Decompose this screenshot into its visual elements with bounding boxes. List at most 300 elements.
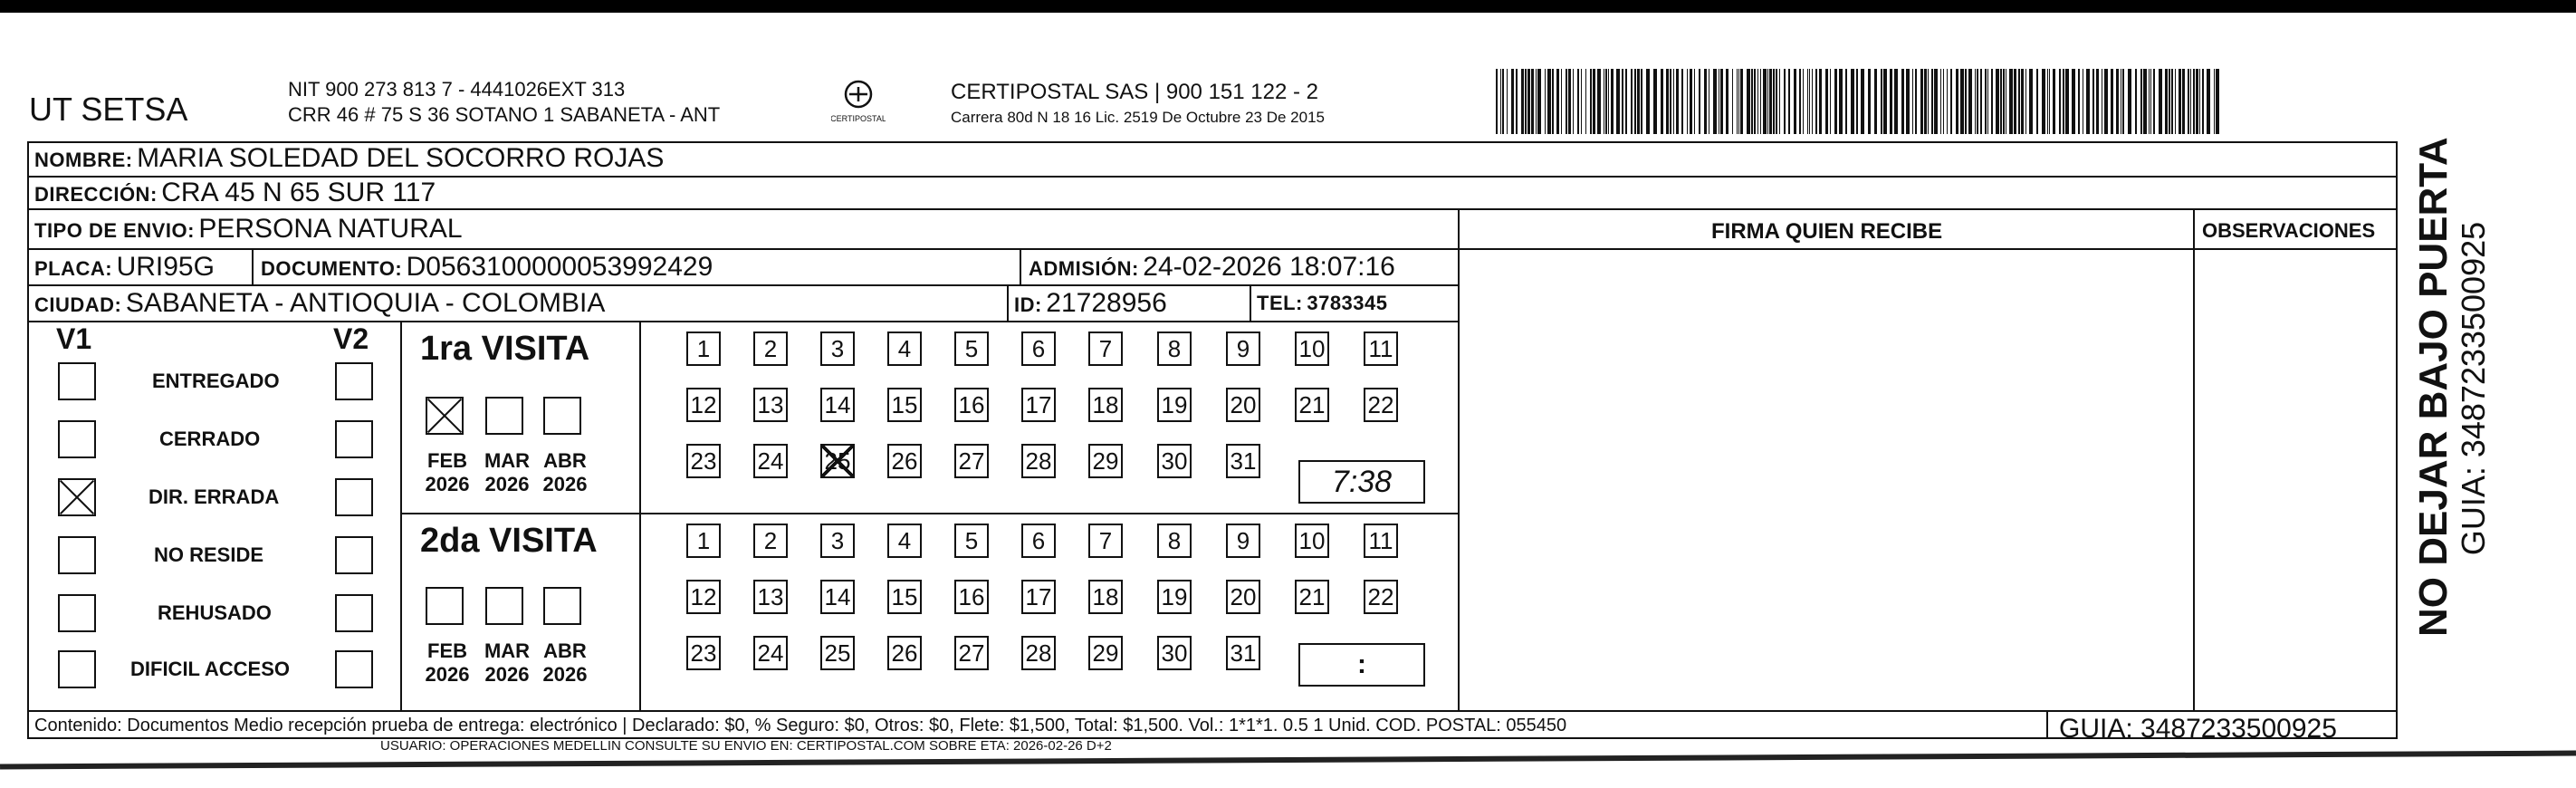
barcode-bar	[1825, 69, 1828, 134]
day-box[interactable]: 6	[1021, 524, 1056, 558]
barcode-bar	[1769, 69, 1772, 134]
month-year: 2026	[542, 663, 588, 686]
barcode-bar	[1956, 69, 1958, 134]
v1-checkbox[interactable]	[58, 536, 96, 574]
col-line	[1007, 284, 1009, 321]
barcode-bar	[1552, 69, 1554, 134]
day-box[interactable]: 25	[820, 636, 855, 670]
barcode-bar	[2150, 69, 2151, 134]
v1-checkbox[interactable]	[58, 362, 96, 400]
v1-checkbox[interactable]	[58, 594, 96, 632]
barcode-bar	[2143, 69, 2147, 134]
v2-checkbox[interactable]	[335, 594, 373, 632]
row-line	[27, 710, 2398, 712]
barcode-bar	[2165, 69, 2168, 134]
barcode-bar	[1690, 69, 1692, 134]
month-label	[480, 639, 534, 687]
day-box[interactable]: 31	[1226, 444, 1260, 478]
barcode-bar	[1996, 69, 1999, 134]
day-box[interactable]: 19	[1157, 388, 1192, 422]
barcode-bar	[1545, 69, 1546, 134]
second-visit-time[interactable]: :	[1298, 643, 1425, 687]
day-box[interactable]: 5	[954, 332, 989, 366]
ciudad-label: CIUDAD:	[34, 293, 122, 316]
month-label	[420, 449, 474, 496]
barcode-bar	[2000, 69, 2002, 134]
month-checkbox[interactable]	[426, 397, 464, 435]
barcode-bar	[2214, 69, 2215, 134]
side-note	[2407, 137, 2457, 670]
barcode-bar	[2104, 69, 2108, 134]
direccion-label: DIRECCIÓN:	[34, 183, 158, 206]
day-box[interactable]: 11	[1364, 524, 1398, 558]
barcode-bar	[2140, 69, 2142, 134]
barcode-bar	[2196, 69, 2198, 134]
barcode-bar	[1611, 69, 1614, 134]
col-line	[2046, 710, 2048, 739]
barcode-bar	[2149, 69, 2150, 134]
day-box[interactable]: 25	[820, 444, 855, 478]
barcode-bar	[1845, 69, 1847, 134]
day-box[interactable]: 14	[820, 580, 855, 614]
status-label: DIR. ERRADA	[148, 485, 280, 508]
month-checkbox[interactable]	[543, 397, 581, 435]
barcode-bar	[1934, 69, 1938, 134]
day-box[interactable]: 17	[1021, 388, 1056, 422]
barcode-bar	[1531, 69, 1534, 134]
col-line	[1250, 284, 1251, 321]
day-box[interactable]: 23	[686, 444, 721, 478]
barcode-bar	[2049, 69, 2050, 134]
documento-row	[261, 252, 713, 283]
day-box[interactable]: 30	[1157, 636, 1192, 670]
barcode-bar	[1751, 69, 1753, 134]
barcode-bar	[1839, 69, 1843, 134]
barcode-bar	[1726, 69, 1729, 134]
barcode-bar	[1776, 69, 1777, 134]
ciudad-row	[34, 288, 605, 319]
barcode-bar	[2122, 69, 2124, 134]
barcode-bar	[1597, 69, 1601, 134]
day-box[interactable]: 19	[1157, 580, 1192, 614]
day-box[interactable]: 15	[887, 580, 922, 614]
col-line	[1020, 248, 1021, 284]
day-box[interactable]: 9	[1226, 524, 1260, 558]
barcode-bar	[2009, 69, 2013, 134]
barcode-bar	[2116, 69, 2119, 134]
day-box[interactable]: 7	[1088, 332, 1123, 366]
barcode-bar	[2025, 69, 2026, 134]
month-name: ABR	[543, 639, 587, 662]
tel-label: TEL:	[1257, 292, 1303, 314]
day-box[interactable]: 11	[1364, 332, 1398, 366]
month-label	[538, 449, 592, 496]
col-line	[1458, 208, 1460, 710]
barcode-bar	[1687, 69, 1688, 134]
day-box[interactable]: 27	[954, 444, 989, 478]
barcode-bar	[1809, 69, 1810, 134]
day-box[interactable]: 26	[887, 636, 922, 670]
barcode-bar	[1566, 69, 1567, 134]
barcode-bar	[1590, 69, 1592, 134]
barcode	[1496, 69, 2220, 134]
barcode-bar	[1593, 69, 1595, 134]
barcode-bar	[2216, 69, 2219, 134]
barcode-bar	[1920, 69, 1923, 134]
barcode-bar	[1605, 69, 1607, 134]
barcode-bar	[1616, 69, 1620, 134]
barcode-bar	[1653, 69, 1657, 134]
barcode-bar	[1980, 69, 1982, 134]
barcode-bar	[2111, 69, 2113, 134]
barcode-bar	[1779, 69, 1780, 134]
barcode-bar	[1754, 69, 1756, 134]
v2-checkbox[interactable]	[335, 362, 373, 400]
day-box[interactable]: 13	[753, 580, 788, 614]
day-box[interactable]: 16	[954, 388, 989, 422]
barcode-bar	[1713, 69, 1717, 134]
barcode-bar	[1931, 69, 1933, 134]
barcode-bar	[1881, 69, 1882, 134]
barcode-bar	[1732, 69, 1733, 134]
firma-label: FIRMA QUIEN RECIBE	[1711, 219, 1943, 244]
barcode-bar	[1666, 69, 1669, 134]
month-year: 2026	[484, 663, 530, 686]
barcode-bar	[1646, 69, 1650, 134]
barcode-bar	[1883, 69, 1887, 134]
barcode-bar	[1496, 69, 1498, 134]
placa-row	[34, 252, 215, 283]
admision-value: 24-02-2026 18:07:16	[1143, 252, 1395, 282]
status-label: NO RESIDE	[154, 543, 264, 566]
barcode-bar	[1585, 69, 1586, 134]
day-box[interactable]: 26	[887, 444, 922, 478]
month-name: MAR	[484, 449, 531, 472]
admision-label: ADMISIÓN:	[1029, 257, 1139, 280]
barcode-bar	[2029, 69, 2033, 134]
barcode-bar	[1894, 69, 1898, 134]
v2-checkbox[interactable]	[335, 420, 373, 458]
day-box[interactable]: 18	[1088, 388, 1123, 422]
day-box[interactable]: 12	[686, 580, 721, 614]
barcode-bar	[1525, 69, 1527, 134]
day-box[interactable]: 23	[686, 636, 721, 670]
barcode-bar	[1676, 69, 1679, 134]
day-box[interactable]: 5	[954, 524, 989, 558]
barcode-bar	[2047, 69, 2048, 134]
v1-checkbox[interactable]	[58, 420, 96, 458]
month-year: 2026	[425, 473, 470, 495]
footer-guia: GUIA: 3487233500925	[2059, 714, 2337, 744]
barcode-bar	[1568, 69, 1571, 134]
nit-line: NIT 900 273 813 7 - 4441026EXT 313	[288, 78, 626, 101]
month-year: 2026	[542, 473, 588, 495]
barcode-bar	[2014, 69, 2016, 134]
barcode-bar	[2171, 69, 2173, 134]
first-visit-label: 1ra VISITA	[420, 330, 590, 368]
barcode-bar	[1537, 69, 1541, 134]
day-box[interactable]: 28	[1021, 444, 1056, 478]
day-box[interactable]: 12	[686, 388, 721, 422]
barcode-bar	[1803, 69, 1804, 134]
barcode-bar	[1673, 69, 1674, 134]
barcode-bar	[1521, 69, 1524, 134]
barcode-bar	[2078, 69, 2080, 134]
barcode-bar	[1561, 69, 1562, 134]
certipostal-logo	[831, 78, 886, 133]
barcode-bar	[1516, 69, 1518, 134]
barcode-bar	[2159, 69, 2162, 134]
barcode-bar	[1637, 69, 1640, 134]
month-name: FEB	[427, 639, 467, 662]
barcode-bar	[1502, 69, 1504, 134]
barcode-bar	[1834, 69, 1837, 134]
id-value: 21728956	[1046, 288, 1167, 318]
barcode-bar	[1507, 69, 1508, 134]
month-label	[480, 449, 534, 496]
day-box[interactable]: 3	[820, 332, 855, 366]
barcode-bar	[1947, 69, 1948, 134]
day-box[interactable]: 17	[1021, 580, 1056, 614]
day-box[interactable]: 18	[1088, 580, 1123, 614]
barcode-bar	[1527, 69, 1530, 134]
v1-label: V1	[56, 322, 92, 355]
svg-text:CERTIPOSTAL: CERTIPOSTAL	[831, 114, 886, 123]
barcode-bar	[1830, 69, 1831, 134]
day-box[interactable]: 10	[1295, 524, 1329, 558]
barcode-bar	[1819, 69, 1822, 134]
barcode-bar	[2182, 69, 2185, 134]
barcode-bar	[1747, 69, 1750, 134]
barcode-bar	[1581, 69, 1582, 134]
day-box[interactable]: 21	[1295, 580, 1329, 614]
tel-row	[1257, 292, 1388, 315]
barcode-bar	[1757, 69, 1758, 134]
day-box[interactable]: 24	[753, 636, 788, 670]
day-box[interactable]: 3	[820, 524, 855, 558]
barcode-bar	[2202, 69, 2204, 134]
day-box[interactable]: 20	[1226, 388, 1260, 422]
row-line	[400, 513, 1458, 514]
barcode-bar	[1975, 69, 1976, 134]
v2-checkbox[interactable]	[335, 478, 373, 516]
barcode-bar	[1699, 69, 1700, 134]
placa-value: URI95G	[116, 252, 215, 282]
tipo-value: PERSONA NATURAL	[198, 214, 463, 244]
day-box[interactable]: 2	[753, 524, 788, 558]
barcode-bar	[1924, 69, 1927, 134]
barcode-bar	[2086, 69, 2090, 134]
month-name: MAR	[484, 639, 531, 662]
v2-checkbox[interactable]	[335, 650, 373, 688]
tel-value: 3783345	[1307, 292, 1388, 314]
day-box[interactable]: 4	[887, 332, 922, 366]
barcode-bar	[1868, 69, 1871, 134]
no-dejar-text: NO DEJAR BAJO PUERTA	[2411, 137, 2456, 637]
direccion-row	[34, 178, 436, 208]
barcode-bar	[1991, 69, 1993, 134]
barcode-bar	[2072, 69, 2075, 134]
day-box[interactable]: 16	[954, 580, 989, 614]
day-box[interactable]: 7	[1088, 524, 1123, 558]
barcode-bar	[1661, 69, 1663, 134]
v1-checkbox[interactable]	[58, 478, 96, 516]
barcode-bar	[1547, 69, 1551, 134]
barcode-bar	[1890, 69, 1892, 134]
barcode-bar	[1681, 69, 1683, 134]
barcode-bar	[1694, 69, 1695, 134]
barcode-bar	[1788, 69, 1790, 134]
barcode-bar	[1738, 69, 1739, 134]
barcode-bar	[2059, 69, 2061, 134]
admision-row	[1029, 252, 1395, 283]
address-line: CRR 46 # 75 S 36 SOTANO 1 SABANETA - ANT	[288, 103, 721, 126]
day-box[interactable]: 1	[686, 524, 721, 558]
barcode-bar	[2193, 69, 2195, 134]
month-checkbox[interactable]	[543, 587, 581, 625]
row-line	[27, 284, 1458, 286]
status-label: ENTREGADO	[152, 370, 280, 392]
day-box[interactable]: 15	[887, 388, 922, 422]
placa-label: PLACA:	[34, 257, 113, 280]
day-box[interactable]: 30	[1157, 444, 1192, 478]
id-label: ID:	[1014, 293, 1042, 316]
barcode-bar	[1940, 69, 1941, 134]
barcode-bar	[1856, 69, 1858, 134]
barcode-bar	[1641, 69, 1642, 134]
company-name: UT SETSA	[29, 91, 188, 128]
barcode-bar	[1901, 69, 1904, 134]
usuario-text: USUARIO: OPERACIONES MEDELLIN CONSULTE SU ENVIO EN: CERTIPOSTAL.COM SOBRE ETA: 2026-02-26 D+2	[380, 738, 1112, 754]
barcode-bar	[1740, 69, 1743, 134]
barcode-bar	[1965, 69, 1967, 134]
day-box[interactable]: 31	[1226, 636, 1260, 670]
day-box[interactable]: 24	[753, 444, 788, 478]
barcode-bar	[1577, 69, 1579, 134]
barcode-bar	[1511, 69, 1514, 134]
barcode-bar	[1773, 69, 1775, 134]
id-row	[1014, 288, 1167, 319]
nombre-label: NOMBRE:	[34, 149, 133, 171]
barcode-bar	[2190, 69, 2191, 134]
month-checkbox[interactable]	[426, 587, 464, 625]
barcode-bar	[2003, 69, 2005, 134]
row-line	[27, 321, 1458, 322]
day-box[interactable]: 14	[820, 388, 855, 422]
col-line	[252, 248, 254, 284]
day-box[interactable]: 27	[954, 636, 989, 670]
barcode-bar	[1812, 69, 1813, 134]
barcode-bar	[1670, 69, 1671, 134]
v2-label: V2	[333, 322, 369, 355]
day-box[interactable]: 8	[1157, 524, 1192, 558]
day-box[interactable]: 22	[1364, 580, 1398, 614]
ciudad-value: SABANETA - ANTIOQUIA - COLOMBIA	[125, 288, 606, 318]
month-checkbox[interactable]	[485, 397, 523, 435]
first-visit-time[interactable]: 7:38	[1298, 460, 1425, 504]
barcode-bar	[1500, 69, 1501, 134]
barcode-bar	[1943, 69, 1944, 134]
v2-checkbox[interactable]	[335, 536, 373, 574]
barcode-bar	[1622, 69, 1623, 134]
barcode-bar	[1536, 69, 1537, 134]
barcode-bar	[1861, 69, 1864, 134]
month-label	[420, 639, 474, 687]
barcode-bar	[1573, 69, 1574, 134]
barcode-bar	[1915, 69, 1917, 134]
day-box[interactable]: 28	[1021, 636, 1056, 670]
barcode-bar	[2042, 69, 2045, 134]
barcode-bar	[1985, 69, 1987, 134]
barcode-bar	[2179, 69, 2181, 134]
day-box[interactable]: 10	[1295, 332, 1329, 366]
documento-label: DOCUMENTO:	[261, 257, 403, 280]
barcode-bar	[2096, 69, 2099, 134]
day-box[interactable]: 21	[1295, 388, 1329, 422]
month-checkbox[interactable]	[485, 587, 523, 625]
barcode-bar	[1874, 69, 1877, 134]
month-name: ABR	[543, 449, 587, 472]
status-label: DIFICIL ACCESO	[130, 658, 291, 680]
day-box[interactable]: 6	[1021, 332, 1056, 366]
day-box[interactable]: 13	[753, 388, 788, 422]
day-box[interactable]: 9	[1226, 332, 1260, 366]
certi-line1: CERTIPOSTAL SAS | 900 151 122 - 2	[951, 80, 1318, 104]
day-box[interactable]: 1	[686, 332, 721, 366]
day-box[interactable]: 20	[1226, 580, 1260, 614]
barcode-bar	[2128, 69, 2131, 134]
barcode-bar	[1794, 69, 1796, 134]
side-guia	[2456, 145, 2492, 670]
day-box[interactable]: 2	[753, 332, 788, 366]
barcode-bar	[1704, 69, 1707, 134]
barcode-bar	[1977, 69, 1978, 134]
v1-checkbox[interactable]	[58, 650, 96, 688]
documento-value: D0563100000053992429	[406, 252, 713, 282]
tipo-label: TIPO DE ENVIO:	[34, 219, 195, 242]
day-box[interactable]: 29	[1088, 444, 1123, 478]
nombre-row	[34, 143, 664, 174]
barcode-bar	[1784, 69, 1786, 134]
barcode-bar	[1960, 69, 1964, 134]
barcode-bar	[1608, 69, 1609, 134]
contenido-text: Contenido: Documentos Medio recepción prueba de entrega: electrónico | Declarado: $0, % Seguro: $0, Otros: $0, Flete: $1,500, Total: $1,500. Vol.: 1*1*1. 0.5 1 Unid. COD. POSTAL: 055450	[34, 716, 1567, 735]
barcode-bar	[1760, 69, 1761, 134]
barcode-bar	[1799, 69, 1801, 134]
barcode-bar	[1634, 69, 1636, 134]
barcode-bar	[2065, 69, 2069, 134]
barcode-bar	[1625, 69, 1627, 134]
day-box[interactable]: 8	[1157, 332, 1192, 366]
day-box[interactable]: 29	[1088, 636, 1123, 670]
status-label: REHUSADO	[158, 601, 272, 624]
barcode-bar	[1950, 69, 1952, 134]
barcode-bar	[1763, 69, 1767, 134]
day-box[interactable]: 22	[1364, 388, 1398, 422]
barcode-bar	[1556, 69, 1559, 134]
barcode-bar	[2053, 69, 2055, 134]
direccion-value: CRA 45 N 65 SUR 117	[161, 178, 436, 207]
barcode-bar	[1928, 69, 1929, 134]
col-line	[639, 321, 641, 710]
nombre-value: MARIA SOLEDAD DEL SOCORRO ROJAS	[137, 143, 665, 173]
barcode-bar	[1851, 69, 1854, 134]
barcode-bar	[1720, 69, 1723, 134]
observaciones-label: OBSERVACIONES	[2202, 219, 2376, 242]
day-box[interactable]: 4	[887, 524, 922, 558]
tipo-row	[34, 214, 463, 245]
certi-line2: Carrera 80d N 18 16 Lic. 2519 De Octubre 23 De 2015	[951, 109, 1325, 126]
